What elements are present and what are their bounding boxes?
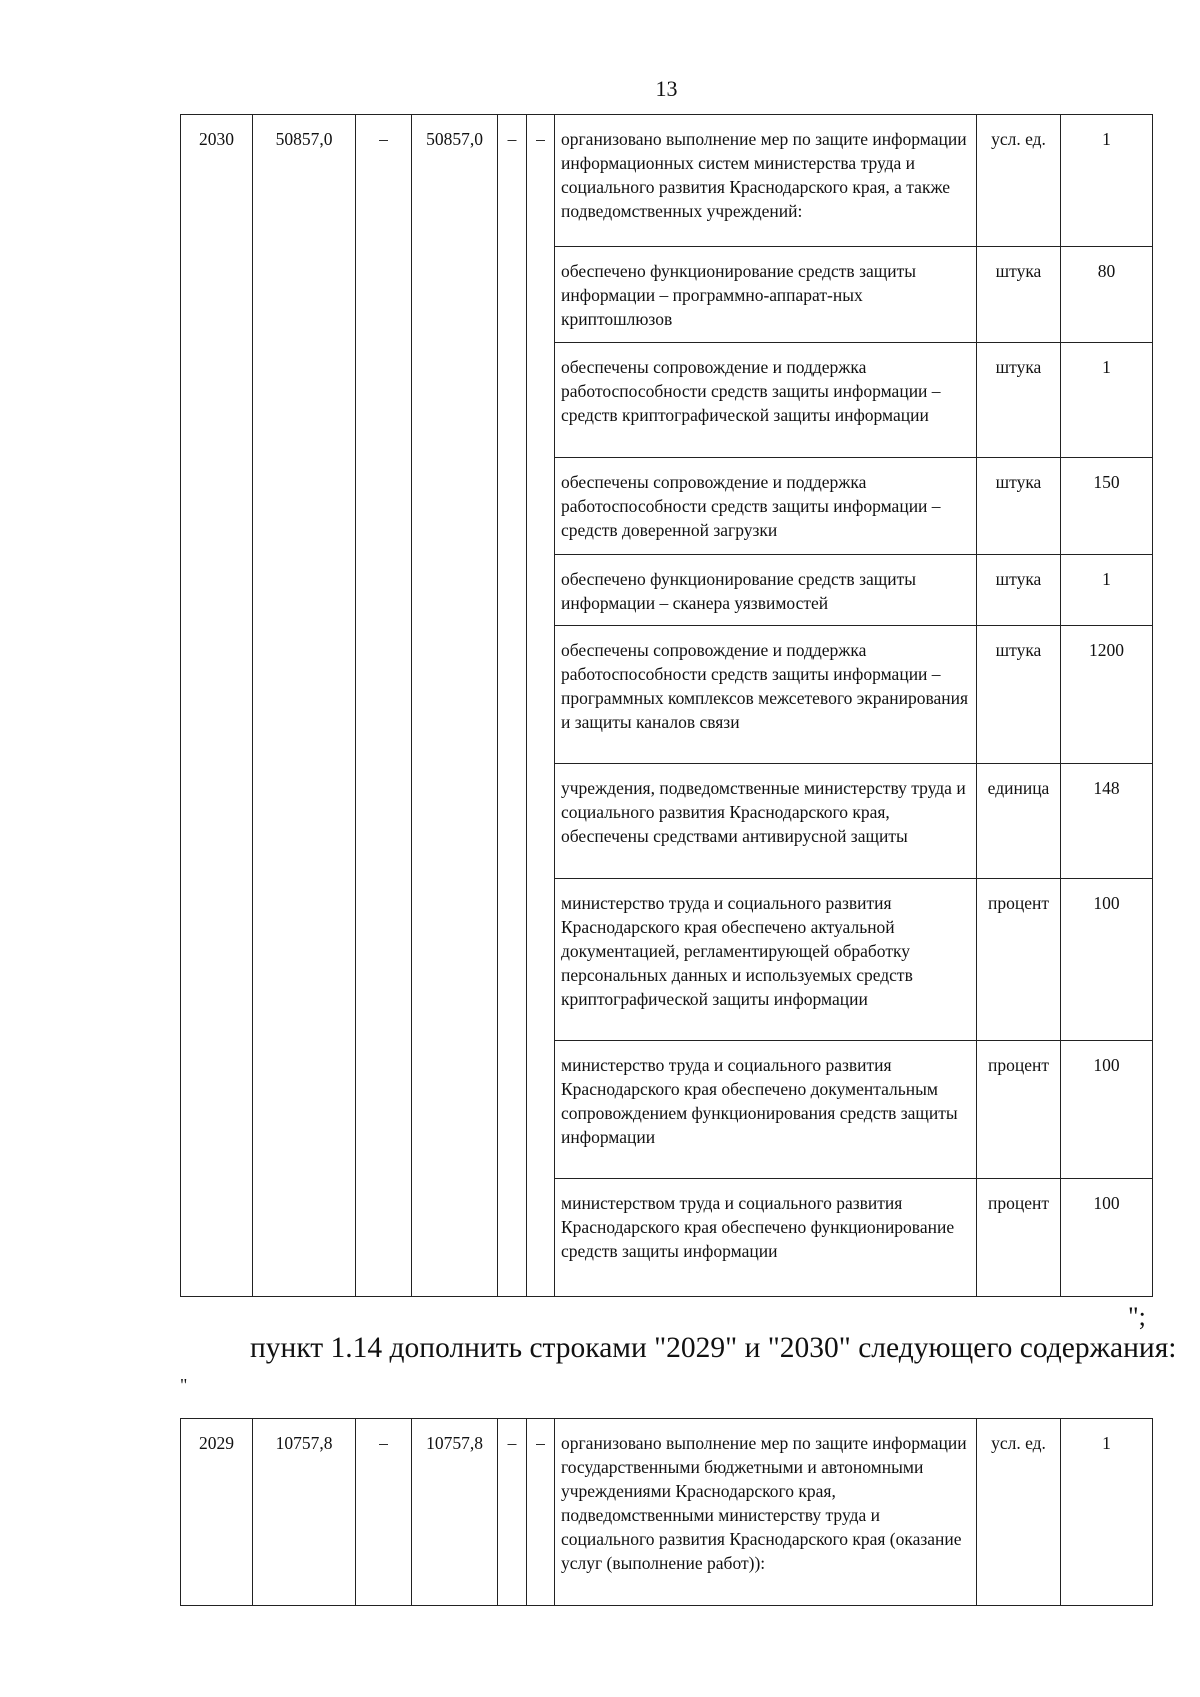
indicator-description: министерство труда и социального развития Краснодарского края обеспечено документальным сопровождением функционирования средств защиты информации bbox=[555, 1041, 977, 1179]
table-row bbox=[181, 115, 1153, 247]
indicator-value: 1200 bbox=[1061, 626, 1153, 764]
indicator-value: 1 bbox=[1061, 1419, 1153, 1606]
indicator-unit: процент bbox=[977, 879, 1061, 1041]
extrabudget-cell: – bbox=[527, 115, 555, 1297]
indicator-description: учреждения, подведомственные министерству труда и социального развития Краснодарского края, обеспечены средствами антивирусной защиты bbox=[555, 764, 977, 879]
local-budget-cell: – bbox=[498, 1419, 527, 1606]
indicator-value: 150 bbox=[1061, 458, 1153, 555]
indicator-unit: штука bbox=[977, 247, 1061, 343]
year-cell: 2029 bbox=[181, 1419, 253, 1606]
page-number: 13 bbox=[655, 76, 678, 101]
indicator-description: министерством труда и социального развития Краснодарского края обеспечено функционирование средств защиты информации bbox=[555, 1179, 977, 1297]
local-budget-cell: – bbox=[498, 115, 527, 1297]
indicator-description: обеспечено функционирование средств защиты информации – сканера уязвимостей bbox=[555, 555, 977, 626]
indicator-description: обеспечены сопровождение и поддержка работоспособности средств защиты информации – программных комплексов межсетевого экранирования и защиты каналов связи bbox=[555, 626, 977, 764]
year-cell: 2030 bbox=[181, 115, 253, 1297]
indicator-value: 1 bbox=[1061, 343, 1153, 458]
indicator-value: 100 bbox=[1061, 1041, 1153, 1179]
indicator-description: организовано выполнение мер по защите информации государственными бюджетными и автономными учреждениями Краснодарского края, подведомственными министерству труда и социального развития Краснодарского края (оказание услуг (выполнение работ)): bbox=[555, 1419, 977, 1606]
indicator-value: 1 bbox=[1061, 115, 1153, 247]
indicator-description: обеспечены сопровождение и поддержка работоспособности средств защиты информации – средств доверенной загрузки bbox=[555, 458, 977, 555]
indicator-value: 148 bbox=[1061, 764, 1153, 879]
indicator-description: организовано выполнение мер по защите информации информационных систем министерства труда и социального развития Краснодарского края, а также подведомственных учреждений: bbox=[555, 115, 977, 247]
federal-budget-cell: – bbox=[356, 1419, 412, 1606]
indicator-unit: усл. ед. bbox=[977, 115, 1061, 247]
indicator-value: 80 bbox=[1061, 247, 1153, 343]
indicator-description: обеспечено функционирование средств защиты информации – программно-аппарат-ных криптошлюзов bbox=[555, 247, 977, 343]
indicator-unit: штука bbox=[977, 626, 1061, 764]
indicator-unit: штука bbox=[977, 555, 1061, 626]
indicator-unit: процент bbox=[977, 1179, 1061, 1297]
indicator-unit: процент bbox=[977, 1041, 1061, 1179]
indicator-unit: штука bbox=[977, 343, 1061, 458]
indicator-unit: усл. ед. bbox=[977, 1419, 1061, 1606]
opening-quote: " bbox=[180, 1375, 188, 1395]
indicator-description: обеспечены сопровождение и поддержка работоспособности средств защиты информации – средств криптографической защиты информации bbox=[555, 343, 977, 458]
indicator-unit: штука bbox=[977, 458, 1061, 555]
indicator-value: 100 bbox=[1061, 1179, 1153, 1297]
indicators-table-2030 bbox=[180, 114, 1153, 1297]
indicator-description: министерство труда и социального развития Краснодарского края обеспечено актуальной документацией, регламентирующей обработку персональных данных и используемых средств криптографической защиты информации bbox=[555, 879, 977, 1041]
total-amount-cell: 50857,0 bbox=[253, 115, 356, 1297]
regional-budget-cell: 10757,8 bbox=[412, 1419, 498, 1606]
table-row bbox=[181, 1419, 1153, 1606]
closing-quote: "; bbox=[1128, 1302, 1146, 1331]
indicator-unit: единица bbox=[977, 764, 1061, 879]
extrabudget-cell: – bbox=[527, 1419, 555, 1606]
indicators-table-2029 bbox=[180, 1418, 1153, 1606]
total-amount-cell: 10757,8 bbox=[253, 1419, 356, 1606]
amendment-instruction: пункт 1.14 дополнить строками "2029" и "2030" следующего содержания: bbox=[250, 1332, 1177, 1364]
indicator-value: 1 bbox=[1061, 555, 1153, 626]
federal-budget-cell: – bbox=[356, 115, 412, 1297]
regional-budget-cell: 50857,0 bbox=[412, 115, 498, 1297]
indicator-value: 100 bbox=[1061, 879, 1153, 1041]
